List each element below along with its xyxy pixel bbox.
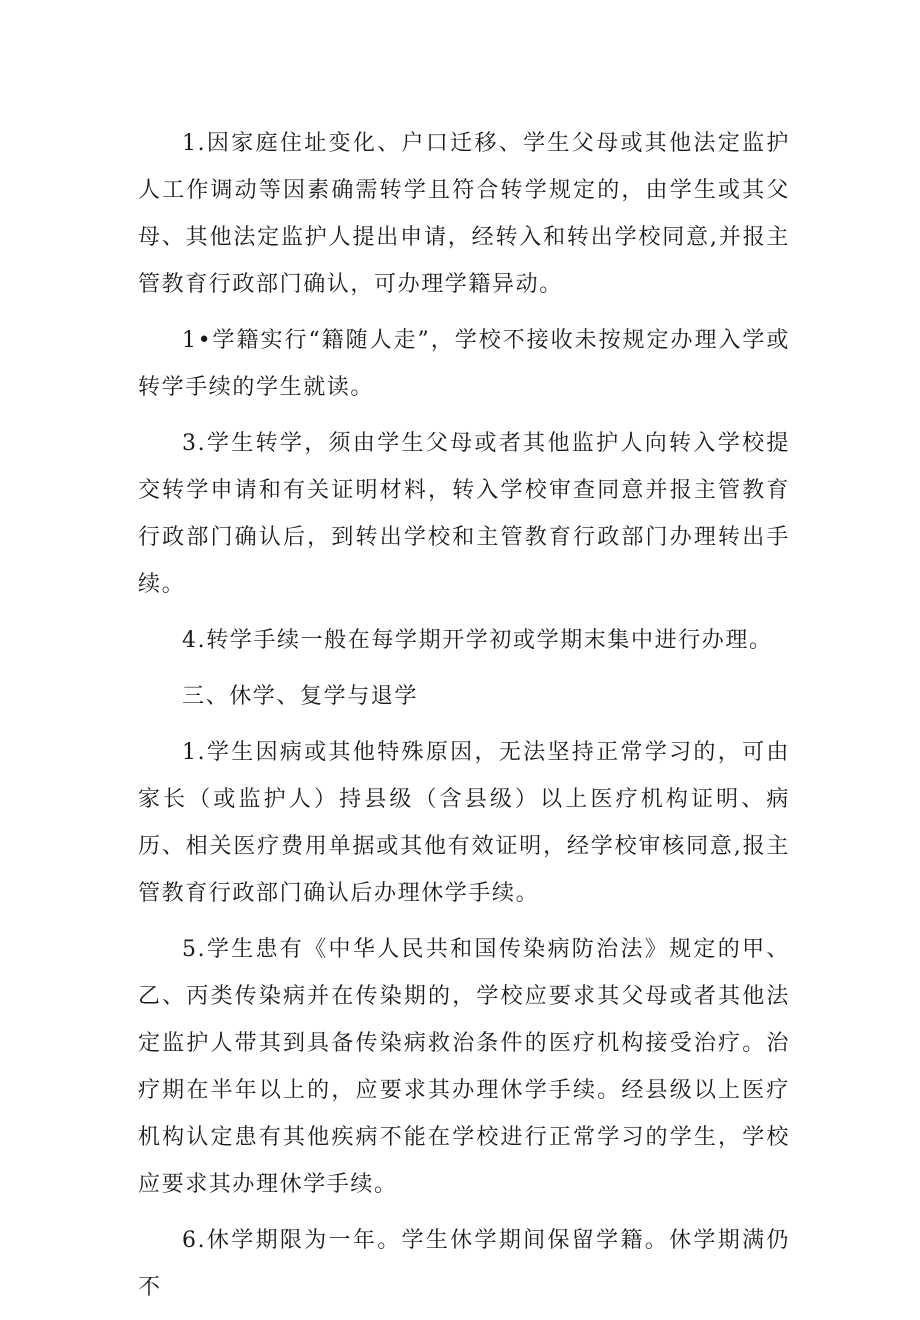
paragraph-registry-follows-person: 1•学籍实行“籍随人走”，学校不接收未按规定办理入学或转学手续的学生就读。 bbox=[138, 328, 790, 400]
paragraph-suspension-infectious-disease: 5.学生患有《中华人民共和国传染病防治法》规定的甲、乙、丙类传染病并在传染期的，学校应要求其父母或者其他法定监护人带其到具备传染病救治条件的医疗机构接受治疗。治疗期在半年以上的，应要求其办理休学手续。经县级以上医疗机构认定患有其他疾病不能在学校进行正常学习的学生，学校应要求其办理休学手续。 bbox=[138, 937, 790, 1197]
paragraph-transfer-conditions: 1.因家庭住址变化、户口迁移、学生父母或其他法定监护人工作调动等因素确需转学且符合转学规定的，由学生或其父母、其他法定监护人提出申请，经转入和转出学校同意,并报主管教育行政部门确认，可办理学籍异动。 bbox=[138, 131, 790, 297]
paragraph-suspension-period: 6.休学期限为一年。学生休学期间保留学籍。休学期满仍不 bbox=[138, 1228, 790, 1300]
paragraph-transfer-timing: 4.转学手续一般在每学期开学初或学期末集中进行办理。 bbox=[182, 628, 773, 653]
section-heading-suspension: 三、休学、复学与退学 bbox=[182, 684, 419, 709]
paragraph-suspension-illness: 1.学生因病或其他特殊原因，无法坚持正常学习的，可由家长（或监护人）持县级（含县级）以上医疗机构证明、病历、相关医疗费用单据或其他有效证明，经学校审核同意,报主管教育行政部门确认后办理休学手续。 bbox=[138, 740, 790, 906]
paragraph-transfer-procedure: 3.学生转学，须由学生父母或者其他监护人向转入学校提交转学申请和有关证明材料，转入学校审查同意并报主管教育行政部门确认后，到转出学校和主管教育行政部门办理转出手续。 bbox=[138, 431, 790, 597]
document-page bbox=[138, 120, 790, 1320]
